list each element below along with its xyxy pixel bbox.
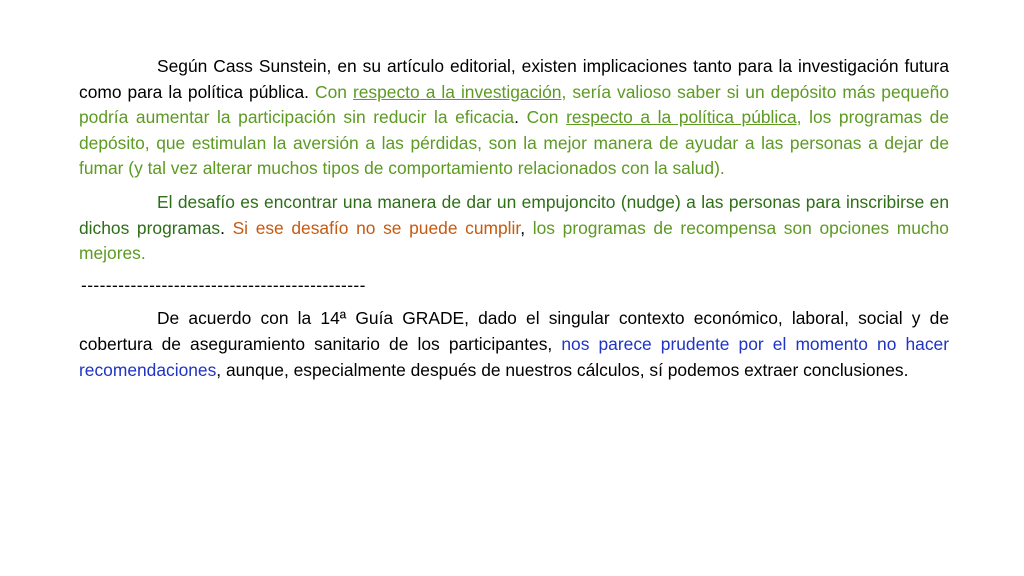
text-segment-underlined: respecto a la política pública [566,107,797,128]
slide-body-text [79,54,949,383]
paragraph-sunstein [79,54,949,182]
text-segment: Si ese desafío no se puede cumplir [232,217,521,238]
text-segment: De acuerdo con la 14ª Guía GRADE, dado el singular contexto económico, laboral, social y de cobertura de aseguramiento sanitario de los participantes, [79,308,949,354]
text-segment: . [514,107,527,128]
text-segment: Según Cass Sunstein, en su artículo editorial, existen implicaciones tanto para la investigación futura como para la política pública. [79,56,949,102]
text-segment: Con [526,107,567,128]
text-segment: , sería valioso saber si un depósito más pequeño podría aumentar la participación sin reducir la eficacia [79,81,949,128]
separator-line [79,273,949,299]
text-segment: , los programas de depósito, que estimulan la aversión a las pérdidas, son la mejor manera de ayudar a las personas a dejar de fumar (y tal vez alterar muchos tipos de comportamiento relacionados con la salud). [79,107,949,179]
text-segment: , aunque, especialmente después de nuestros cálculos, sí podemos extraer conclusiones. [216,359,909,380]
paragraph-desafio [79,190,949,267]
text-segment: Con [315,81,353,102]
text-segment: , [520,217,533,238]
text-segment: nos parece prudente por el momento no hacer recomendaciones [79,333,949,380]
text-segment: . [220,217,233,238]
text-segment: El desafío es encontrar una manera de dar un empujoncito (nudge) a las personas para inscribirse en dichos programas [79,191,949,238]
text-segment-underlined: respecto a la investigación [352,81,562,102]
separator-dashes: ---------------------------------------------- [81,274,366,295]
text-segment: los programas de recompensa son opciones mucho mejores. [79,217,949,264]
paragraph-grade [79,306,949,383]
